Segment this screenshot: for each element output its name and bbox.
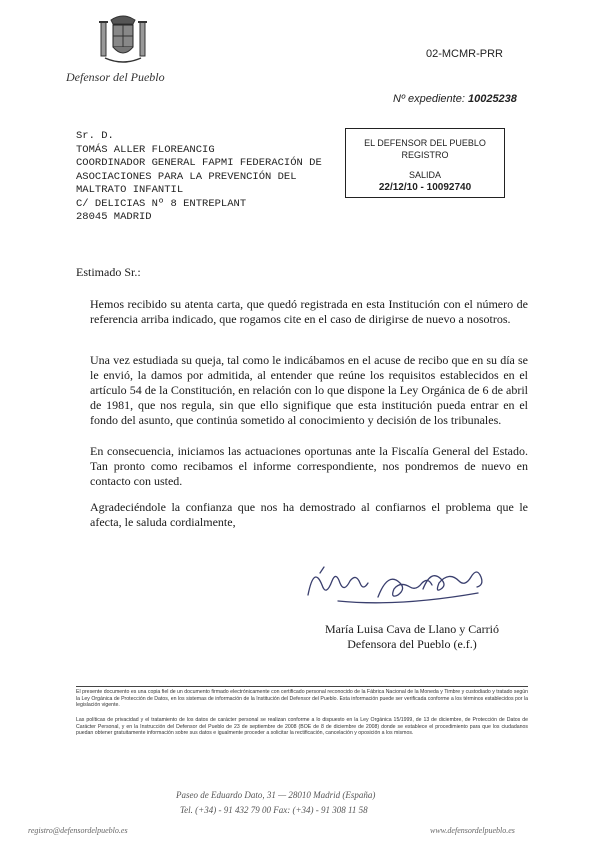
footer-phones: Tel. (+34) - 91 432 79 00 Fax: (+34) - 91 308 11 58 — [180, 805, 368, 815]
body-paragraph: Agradeciéndole la confianza que nos ha demostrado al confiarnos el problema que le afecta, le saluda cordialmente, — [90, 500, 528, 529]
coat-of-arms-logo — [93, 10, 153, 70]
case-number-value: 10025238 — [467, 93, 517, 105]
registry-stamp — [345, 128, 505, 198]
recipient-line: ASOCIACIONES PARA LA PREVENCIÓN DEL — [76, 170, 297, 183]
legal-notice: El presente documento es una copia fiel de un documento firmado electrónicamente con certificado personal reconocido de la Fábrica Nacional de la Moneda y Timbre y custodiado y tratado según la Ley Orgánica de Protección de Datos, en los sistemas de información de la Institución del Defensor del Pueblo. Esta información puede ser verificada conforme a los términos establecidos por la legislación vigente. — [76, 689, 528, 709]
footer-email: registro@defensordelpueblo.es — [28, 826, 128, 835]
body-paragraph: En consecuencia, iniciamos las actuaciones oportunas ante la Fiscalía General del Estado. Tan pronto como recibamos el informe correspondiente, nos pondremos de nuevo en contacto con usted. — [90, 444, 528, 488]
privacy-notice: Las políticas de privacidad y el tratamiento de los datos de carácter personal se realizan conforme a lo dispuesto en la Ley Orgánica 15/1999, de 13 de diciembre, de Protección de Datos de Carácter Personal, y en la Instrucción del Defensor del Pueblo de 23 de septiembre de 2008 (BOE de 8 de diciembre de 2008) donde se establece el procedimiento para que los ciudadanos puedan obtener gratuitamente información sobre sus datos e igualmente proceder a solicitar la rectificación, cancelación y oposición a los mismos. — [76, 717, 528, 737]
stamp-line: EL DEFENSOR DEL PUEBLO — [364, 138, 486, 148]
stamp-line: SALIDA — [408, 170, 441, 180]
body-paragraph: Una vez estudiada su queja, tal como le indicábamos en el acuse de recibo que en su día se le envió, la damos por admitida, al entender que reúne los requisitos establecidos en el artículo 54 de la Constitución, en relación con lo que dispone la Ley Orgánica de 6 de abril de 1981, que nos regula, sin que ello signifique que esta institución pueda entrar en el fondo del asunto, que continúa sometido al conocimiento y decisión de los tribunales. — [90, 353, 528, 427]
footer-divider — [76, 686, 528, 687]
case-number-label: Nº expediente: — [393, 93, 465, 105]
salutation: Estimado Sr.: — [76, 265, 141, 279]
recipient-address — [76, 130, 322, 225]
signer-title: Defensora del Pueblo (e.f.) — [347, 637, 477, 651]
stamp-date-number: 22/12/10 - 10092740 — [378, 182, 472, 193]
signer-name: María Luisa Cava de Llano y Carrió — [325, 622, 499, 636]
case-number — [393, 93, 517, 105]
signer-block — [312, 622, 512, 652]
recipient-line: Sr. D. — [76, 130, 114, 142]
footer-website: www.defensordelpueblo.es — [430, 826, 515, 835]
recipient-line: C/ DELICIAS Nº 8 ENTREPLANT — [76, 197, 247, 210]
stamp-line: REGISTRO — [401, 150, 449, 160]
body-paragraph: Hemos recibido su atenta carta, que quedó registrada en esta Institución con el número de referencia arriba indicado, que rogamos cite en el caso de dirigirse de nuevo a nosotros. — [90, 297, 528, 326]
institution-name: Defensor del Pueblo — [66, 70, 165, 84]
reference-code: 02-MCMR-PRR — [426, 48, 503, 60]
recipient-line: 28045 MADRID — [76, 211, 152, 223]
footer-address: Paseo de Eduardo Dato, 31 — 28010 Madrid (España) — [176, 790, 376, 800]
recipient-line: COORDINADOR GENERAL FAPMI FEDERACIÓN DE — [76, 157, 322, 169]
recipient-line: MALTRATO INFANTIL — [76, 184, 184, 196]
recipient-line: TOMÁS ALLER FLOREANCIG — [76, 143, 215, 156]
handwritten-signature — [298, 555, 498, 615]
